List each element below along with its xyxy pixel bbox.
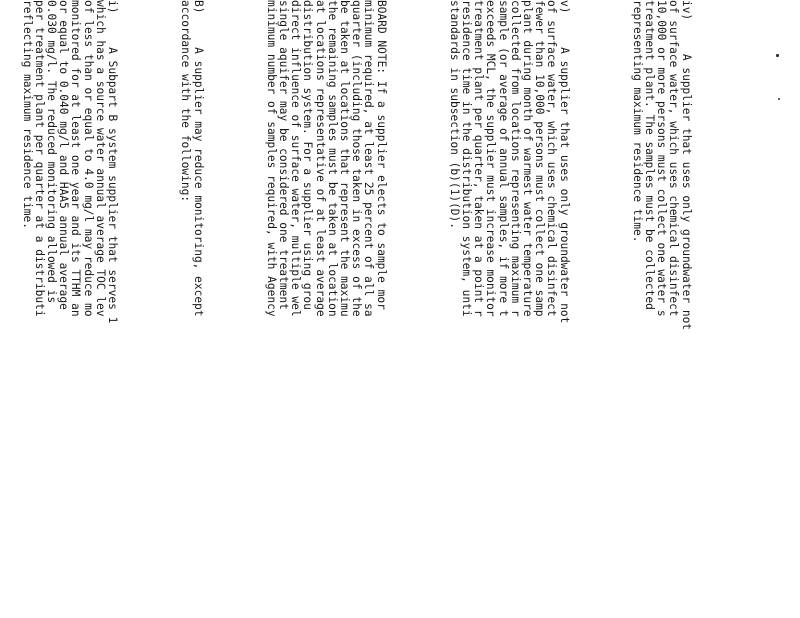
text-line: which has a source water annual average TOC lev: [93, 0, 107, 317]
text-line: accordance with the following:: [179, 0, 193, 203]
text-line: distribution system. For a supplier using grou: [301, 0, 315, 310]
text-line: per treatment plant per quarter at a distributi: [32, 0, 46, 317]
paragraph-v: [448, 0, 570, 618]
text-line: minimum number of samples required, with Agency: [264, 0, 278, 317]
text-line: direct influence of surface water, multiple wel: [289, 0, 303, 317]
scan-speck: [776, 54, 779, 57]
text-line: at locations representative of at least average: [313, 0, 327, 317]
text-line: minimum required, at least 25 percent of all sa: [362, 0, 376, 317]
text-line: i) A Subpart B system supplier that serves 1: [106, 0, 120, 324]
text-line: monitored for at least one year and its TTHM an: [69, 0, 83, 317]
text-line: or equal to 0.040 mg/l and HAA5 annual average: [57, 0, 71, 310]
text-line: be taken at locations that represent the maximu: [337, 0, 351, 317]
paragraph-b-i: [20, 0, 118, 618]
text-line: collected from locations representing maximum r: [508, 0, 522, 317]
text-line: of surface water, which uses chemical disinfect: [545, 0, 559, 317]
text-line: standards in subsection (b)(1)(D).: [447, 0, 461, 230]
text-line: sample (or average of annual samples, if more t: [496, 0, 510, 317]
text-line: of less than or equal to 4.0 mg/l may reduce mo: [81, 0, 95, 317]
rotated-text-block: [20, 0, 716, 618]
text-line: quarter (including those taken in excess of the: [350, 0, 364, 317]
paragraph-board-note: [265, 0, 387, 618]
scan-speck: [778, 98, 780, 100]
text-line: 10,000 or more persons must collect one water s: [655, 0, 669, 317]
text-line: representing maximum residence time.: [630, 0, 644, 243]
text-line: iv) A supplier that uses only groundwater not: [679, 0, 693, 331]
text-line: of surface water, which uses chemical disinfect: [667, 0, 681, 317]
text-line: treatment plant per quarter, taken at a point r: [472, 0, 486, 317]
text-line: 0.030 mg/l. The reduced monitoring allowed is: [45, 0, 59, 304]
text-line: BOARD NOTE: If a supplier elects to sample mor: [374, 0, 388, 310]
text-line: the remaining samples must be taken at location: [325, 0, 339, 317]
paragraph-iv: [631, 0, 692, 618]
text-line: single aquifer may be considered one treatment: [276, 0, 290, 310]
text-line: reflecting maximum residence time.: [20, 0, 34, 230]
text-line: B) A supplier may reduce monitoring, except: [191, 0, 205, 317]
text-line: exceeds MCL, the supplier must increase monitor: [484, 0, 498, 317]
text-line: fewer than 10,000 persons must collect one samp: [533, 0, 547, 317]
text-line: v) A supplier that uses only groundwater not: [557, 0, 571, 324]
text-line: treatment plant. The samples must be collected: [642, 0, 656, 310]
text-line: residence time in the distribution system, unti: [459, 0, 473, 317]
paragraph-b: [179, 0, 203, 618]
text-line: plant during month of warmest water temperature: [520, 0, 534, 317]
